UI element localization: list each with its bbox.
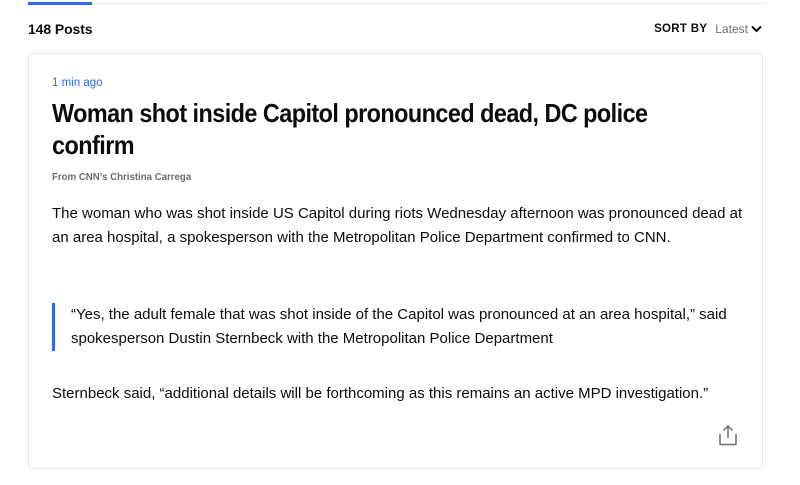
tab-divider (28, 3, 764, 4)
post-byline: From CNN’s Christina Carrega (52, 171, 192, 183)
posts-count: 148 Posts (28, 21, 93, 37)
chevron-down-icon (751, 25, 762, 33)
sort-label: SORT BY (654, 23, 708, 35)
post-card (28, 53, 763, 469)
share-icon[interactable] (718, 424, 738, 446)
sort-dropdown[interactable] (715, 22, 762, 36)
post-paragraph: Sternbeck said, “additional details will be forthcoming as this remains an active MPD investigation.” (52, 385, 709, 402)
post-quote (52, 303, 742, 351)
active-tab-indicator (28, 2, 92, 5)
post-timestamp[interactable]: 1 min ago (52, 77, 103, 89)
post-headline: Woman shot inside Capitol pronounced dead, DC police confirm (52, 98, 648, 160)
sort-control (654, 22, 762, 36)
sort-value: Latest (715, 22, 748, 36)
quote-text: “Yes, the adult female that was shot inside of the Capitol was pronounced at an area hospital,” said spokesperson Dustin Sternbeck with the Metropolitan Police Department (71, 306, 727, 347)
post-paragraph: The woman who was shot inside US Capitol during riots Wednesday afternoon was pronounced dead at an area hospital, a spokesperson with the Metropolitan Police Department confirmed to CNN. (52, 205, 743, 246)
